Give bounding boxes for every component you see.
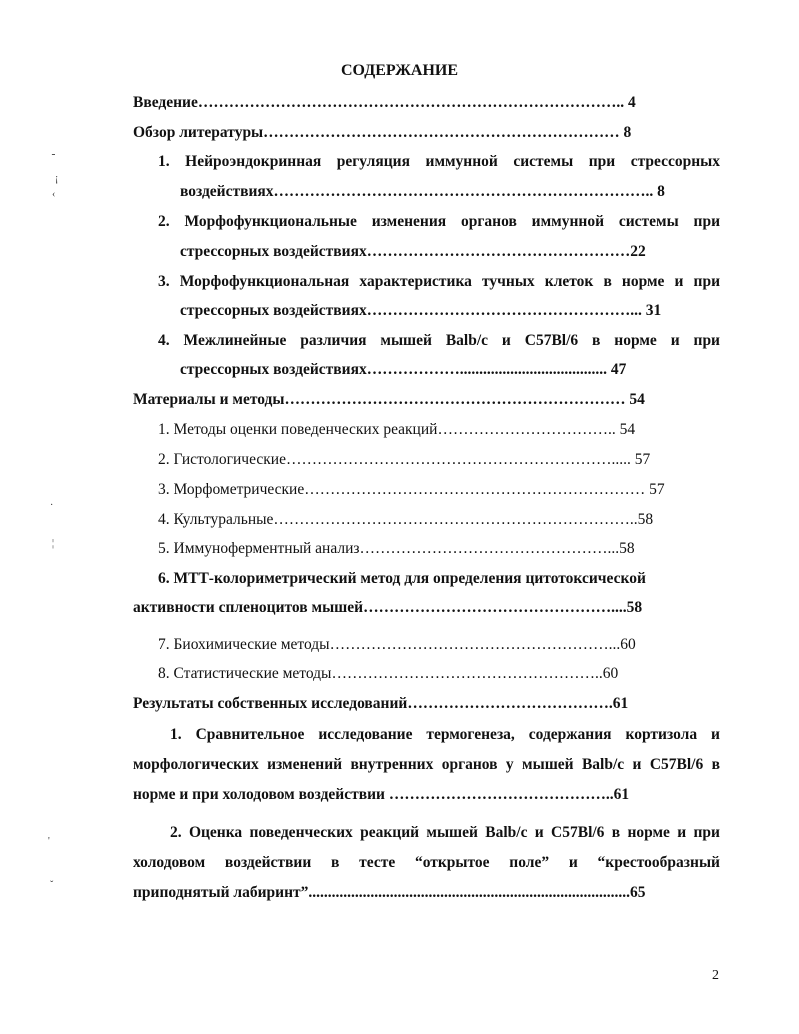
toc-entry-method-4: 4. Культуральные……………………………………………………………..58 — [158, 511, 654, 528]
toc-entry-4-line2: стрессорных воздействиях………………...................................... 47 — [180, 361, 627, 378]
scan-mark: · — [50, 500, 54, 511]
toc-entry-introduction: Введение……………………………………………………………………….. 4 — [133, 94, 636, 111]
scan-mark: ╴ — [52, 150, 59, 161]
scan-mark: ‹ — [52, 189, 56, 200]
toc-entry-result-1-line3: норме и при холодовом воздействии ……………………………………..61 — [133, 786, 630, 803]
toc-entry-results: Результаты собственных исследований………………………………….61 — [133, 695, 629, 712]
toc-entry-result-2-line2: холодовом воздействии в тесте “открытое поле” и “крестообразный — [133, 854, 720, 871]
toc-entry-1-line2: воздействиях……………………………………………………………….. 8 — [180, 183, 665, 200]
toc-entry-method-3: 3. Морфометрические………………………………………………………… 57 — [158, 481, 665, 498]
toc-entry-method-6-line1: 6. МТТ-колориметрический метод для определения цитотоксической — [158, 570, 646, 587]
toc-entry-2-line2: стрессорных воздействиях……………………………………………22 — [180, 243, 646, 260]
toc-entry-method-8: 8. Статистические методы……………………………………………..60 — [158, 665, 619, 682]
toc-entry-result-1-line1: 1. Сравнительное исследование термогенеза, содержания кортизола и — [170, 726, 720, 743]
toc-entry-literature-review: Обзор литературы…………………………………………………………… 8 — [133, 124, 632, 141]
toc-entry-method-1: 1. Методы оценки поведенческих реакций…………………………….. 54 — [158, 421, 636, 438]
toc-entry-method-6-line2: активности спленоцитов мышей…………………………………………....58 — [133, 599, 643, 616]
toc-entry-3-line1: 3. Морфофункциональная характеристика тучных клеток в норме и при — [158, 273, 720, 290]
toc-entry-method-5: 5. Иммуноферментный анализ…………………………………………...58 — [158, 540, 635, 557]
page-number: 2 — [712, 968, 719, 983]
scan-mark: ¦ — [52, 538, 55, 549]
toc-entry-method-2: 2. Гистологические………………………………………………………..... 57 — [158, 451, 651, 468]
toc-entry-3-line2: стрессорных воздействиях……………………………………………... 31 — [180, 302, 662, 319]
toc-entry-materials-methods: Материалы и методы………………………………………………………… 54 — [133, 391, 645, 408]
toc-entry-result-2-line3: приподнятый лабиринт”...................................................................................65 — [133, 884, 646, 901]
toc-entry-result-1-line2: морфологических изменений внутренних органов у мышей Balb/c и C57Bl/6 в — [133, 756, 720, 773]
scan-mark: ' — [48, 836, 50, 847]
toc-entry-result-2-line1: 2. Оценка поведенческих реакций мышей Balb/c и C57Bl/6 в норме и при — [170, 824, 720, 841]
scan-mark: ˇ — [50, 880, 54, 891]
page-title: СОДЕРЖАНИЕ — [340, 62, 459, 79]
toc-entry-4-line1: 4. Межлинейные различия мышей Balb/c и C57Bl/6 в норме и при — [158, 332, 720, 349]
scan-mark: ¡ — [55, 173, 59, 184]
toc-entry-2-line1: 2. Морфофункциональные изменения органов иммунной системы при — [158, 213, 720, 230]
toc-entry-method-7: 7. Биохимические методы………………………………………………...60 — [158, 636, 636, 653]
toc-entry-1-line1: 1. Нейроэндокринная регуляция иммунной системы при стрессорных — [158, 153, 720, 170]
